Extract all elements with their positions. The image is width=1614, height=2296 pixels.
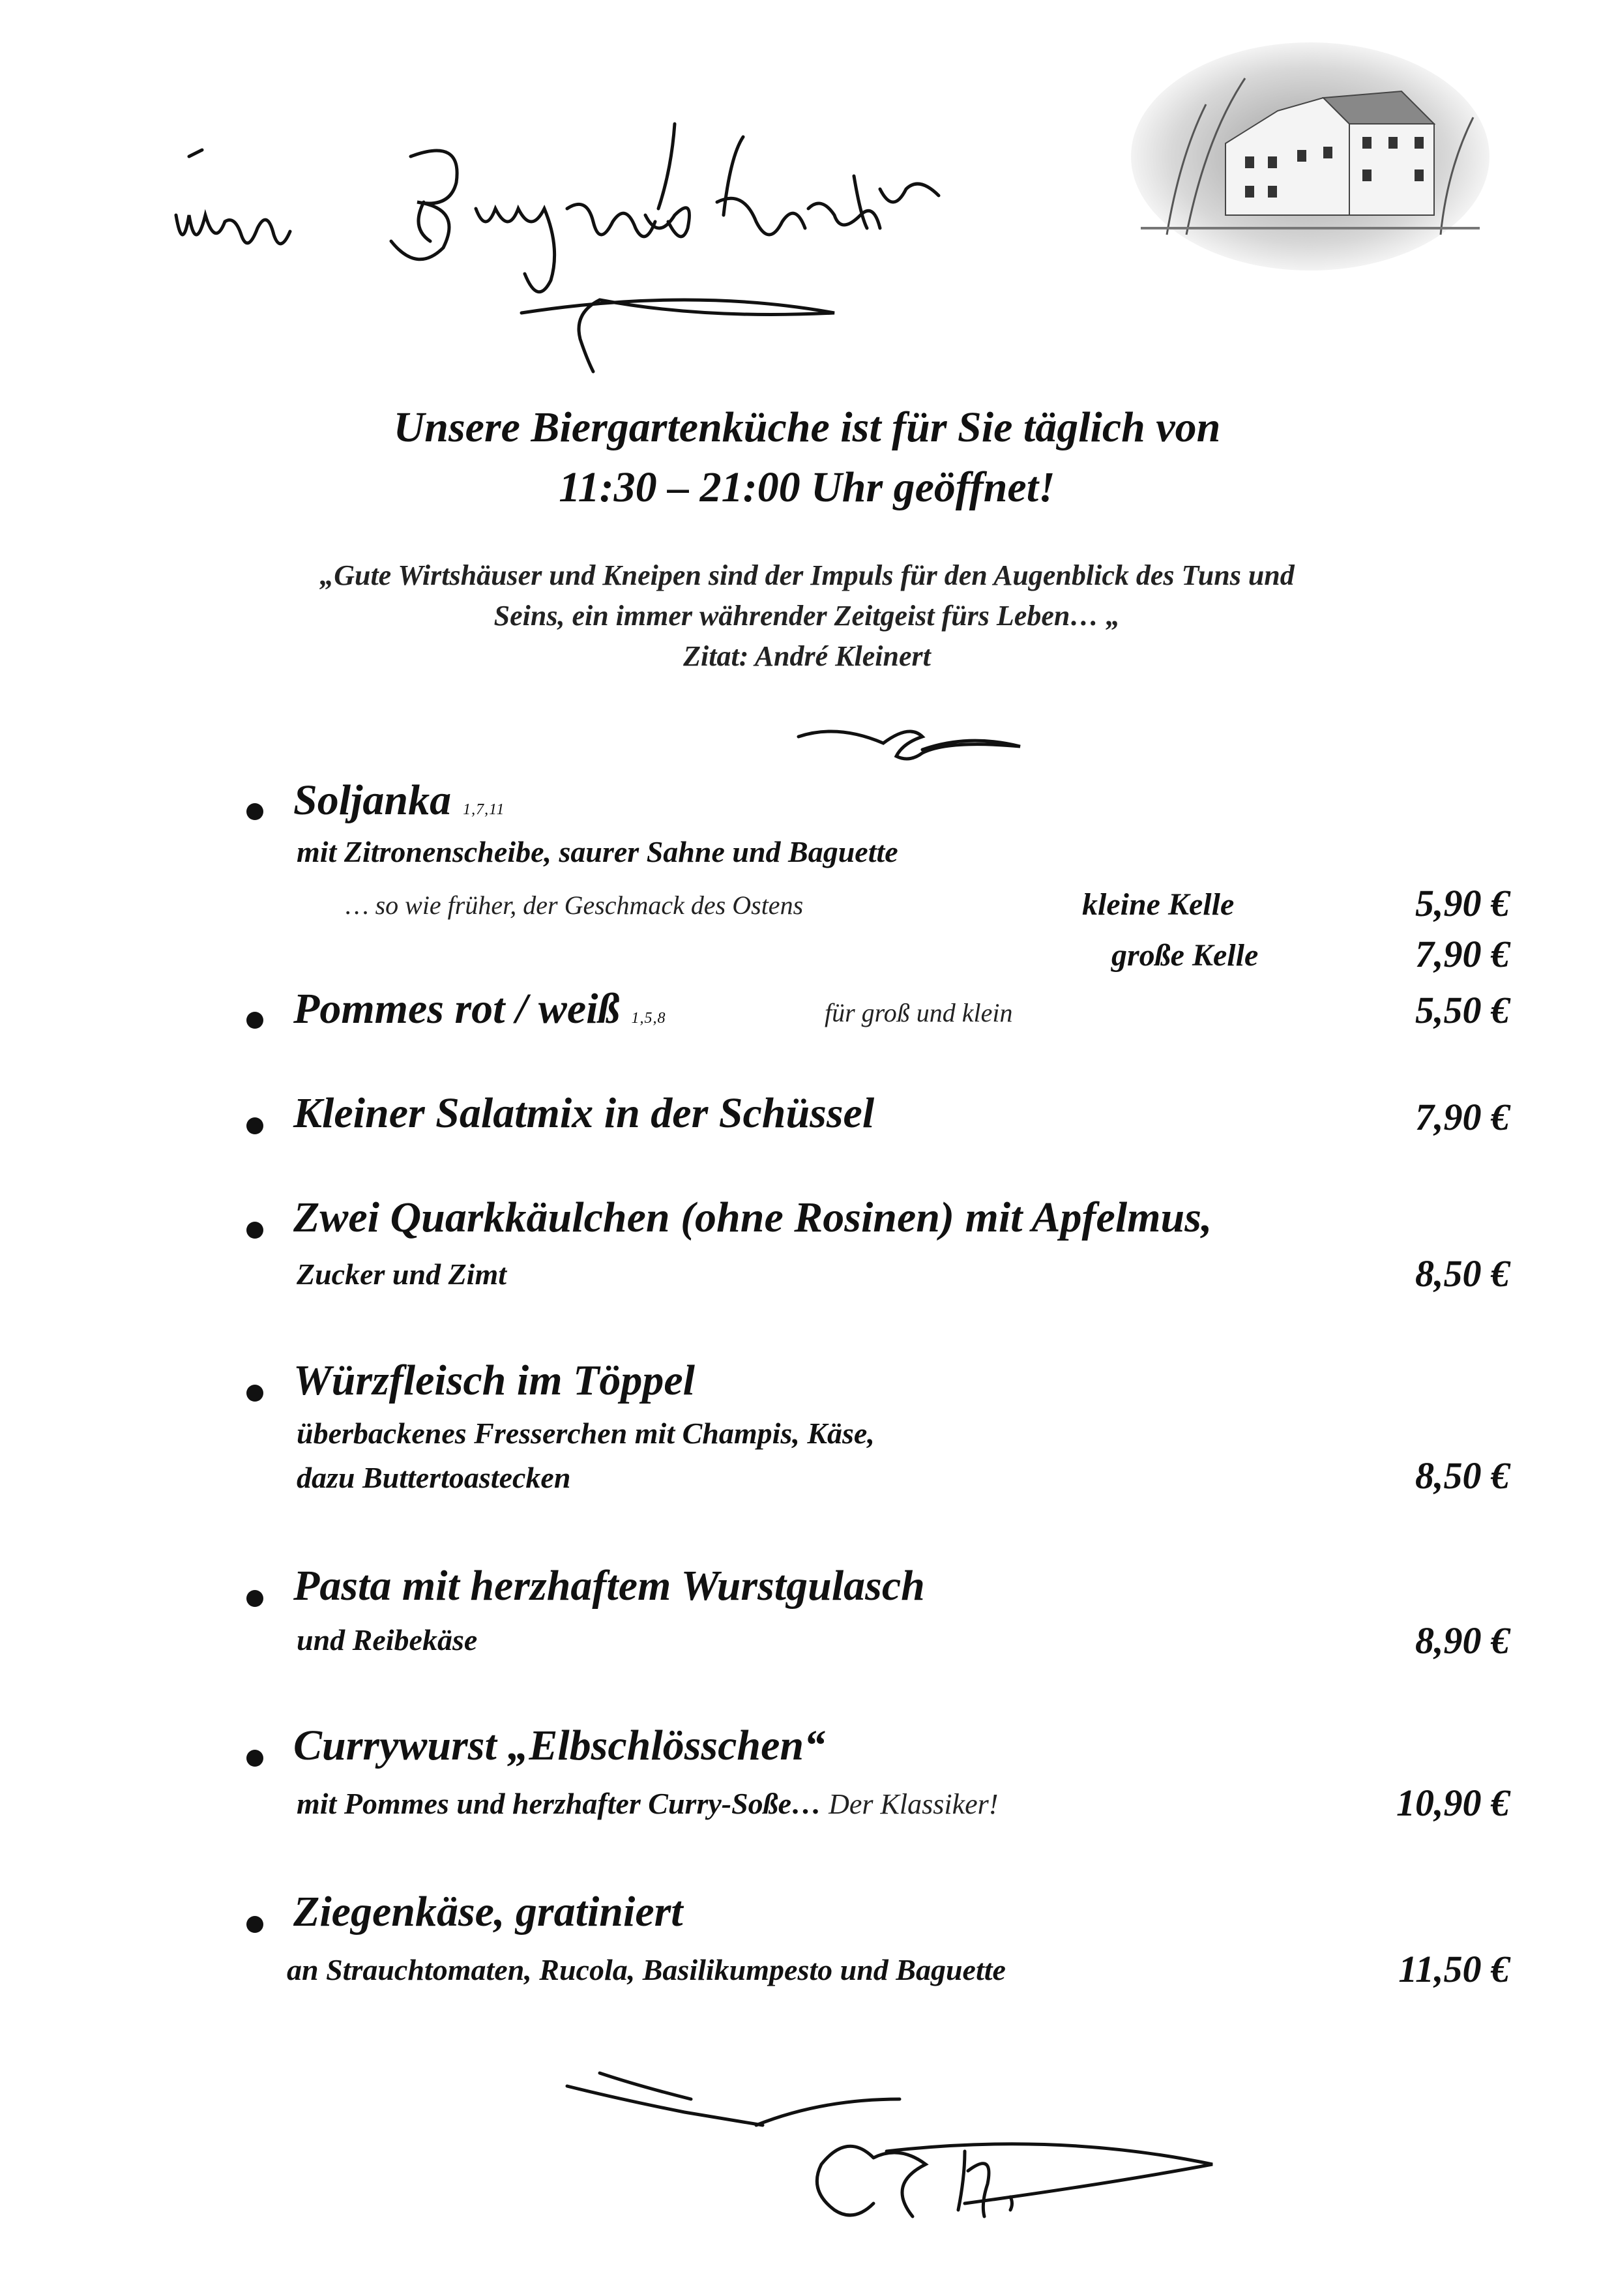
item-description: mit Pommes und herzhafter Curry-Soße… [297, 1787, 822, 1820]
item-name: Currywurst „Elbschlösschen“ [293, 1722, 826, 1769]
item-price: 5,50 € [1415, 989, 1510, 1031]
item-price: 8,50 € [1415, 1252, 1510, 1295]
allergen-codes: 1,7,11 [463, 801, 505, 818]
house-sketch-icon [1128, 39, 1493, 274]
bullet [246, 1750, 263, 1767]
item-name: Kleiner Salatmix in der Schüssel [293, 1089, 875, 1137]
quote-line-2: Seins, ein immer währender Zeitgeist fürs Leben… „ [493, 600, 1121, 632]
quote-author: Zitat: André Kleinert [683, 640, 931, 672]
price-small: 5,90 € [1415, 882, 1510, 924]
quote-line-1: „Gute Wirtshäuser und Kneipen sind der Impuls für den Augenblick des Tuns und [319, 559, 1295, 591]
item-name: Würzfleisch im Töppel [293, 1357, 696, 1404]
item-description-1: überbackenes Fresserchen mit Champis, Käse, [297, 1417, 875, 1450]
item-name: Zwei Quarkkäulchen (ohne Rosinen) mit Apfelmus, [293, 1194, 1212, 1241]
item-name: Ziegenkäse, gratiniert [293, 1888, 683, 1935]
item-description-2: dazu Buttertoastecken [297, 1461, 571, 1494]
item-price: 10,90 € [1396, 1782, 1510, 1824]
bullet [246, 1916, 263, 1933]
bullet [246, 1012, 263, 1029]
ornament-divider-icon [792, 717, 1027, 769]
item-name: Pommes rot / weiß [293, 985, 620, 1033]
item-description: mit Zitronenscheibe, saurer Sahne und Baguette [297, 835, 898, 868]
hours-line-2: 11:30 – 21:00 Uhr geöffnet! [559, 464, 1055, 511]
item-description: Zucker und Zimt [297, 1258, 507, 1291]
item-note: … so wie früher, der Geschmack des Ostens [345, 890, 804, 920]
bullet [246, 1590, 263, 1607]
bullet [246, 803, 263, 820]
signature-icon [561, 2060, 1225, 2243]
item-price: 8,50 € [1415, 1454, 1510, 1497]
item-description: an Strauchtomaten, Rucola, Basilikumpesto und Baguette [287, 1953, 1006, 1986]
bullet [246, 1385, 263, 1402]
item-name: Soljanka [293, 776, 452, 824]
item-price: 11,50 € [1398, 1948, 1510, 1990]
size-large: große Kelle [1111, 938, 1259, 973]
item-note: für groß und klein [825, 998, 1013, 1027]
price-large: 7,90 € [1415, 933, 1510, 975]
hours-line-1: Unsere Biergartenküche ist für Sie täglich von [393, 404, 1221, 451]
quote-block [0, 555, 1614, 677]
item-price: 7,90 € [1415, 1096, 1510, 1138]
item-price: 8,90 € [1415, 1619, 1510, 1662]
bullet [246, 1222, 263, 1239]
bullet [246, 1117, 263, 1134]
size-small: kleine Kelle [1082, 887, 1235, 922]
item-description: und Reibekäse [297, 1623, 478, 1656]
opening-hours [0, 398, 1614, 518]
item-note: Der Klassiker! [821, 1788, 999, 1820]
item-name: Pasta mit herzhaftem Wurstgulasch [293, 1562, 925, 1610]
allergen-codes: 1,5,8 [631, 1010, 666, 1027]
handwritten-title [163, 117, 1076, 391]
